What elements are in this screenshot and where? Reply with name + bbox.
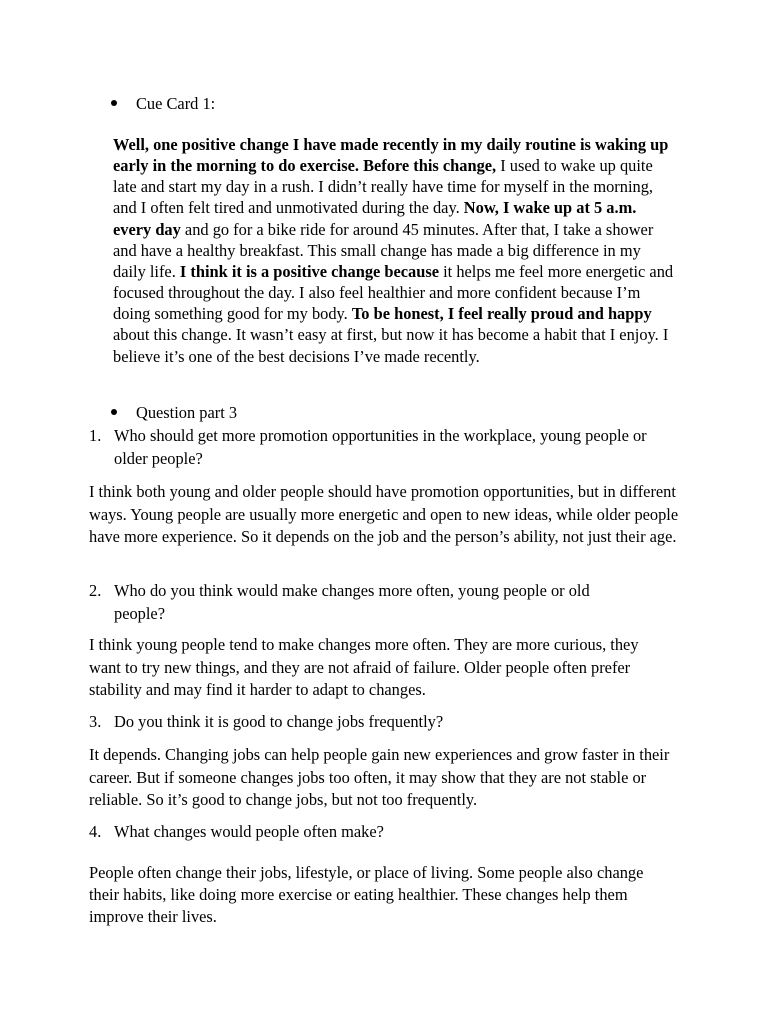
answer-segment: about this change. It wasn’t easy at first, but now it has become a habit that I enjoy. I believe it’s one of the best decisions I’ve made recently. xyxy=(113,325,669,366)
answer-segment-bold: I think it is a positive change because xyxy=(179,261,440,281)
question-text: Do you think it is good to change jobs frequently? xyxy=(114,712,444,731)
question-number: 3. xyxy=(89,712,102,731)
bullet-icon xyxy=(111,409,117,415)
answer-paragraph: I think young people tend to make changes more often. They are more curious, they want to try new things, and they are not afraid of failure. Older people often prefer stability and may find it harder to adapt to changes. xyxy=(89,635,639,699)
answer-segment: it helps me feel more energetic and focused throughout the day. I also feel healthier and more confident because I’m doing something good for my body. xyxy=(113,261,674,324)
answer-segment: I used to wake up quite late and start my day in a rush. I didn’t really have time for myself in the morning, and I often felt tired and unmotivated during the day. xyxy=(113,156,653,218)
answer-segment: and go for a bike ride for around 45 minutes. After that, I take a shower and have a healthy breakfast. This small change has made a big difference in my daily life. xyxy=(113,219,654,281)
question-text: Who should get more promotion opportunities in the workplace, young people or older people? xyxy=(114,426,647,468)
question-number: 1. xyxy=(89,426,102,445)
answer-segment-bold: Now, I wake up at 5 a.m. every day xyxy=(113,198,637,239)
question-number: 4. xyxy=(89,822,102,841)
answer-paragraph: It depends. Changing jobs can help people gain new experiences and grow faster in their career. But if someone changes jobs too often, it may show that they are not stable or reliable. So it’s good to change jobs, but not too frequently. xyxy=(89,745,670,809)
question-text: What changes would people often make? xyxy=(114,822,384,841)
answer-segment-bold: To be honest, I feel really proud and happy xyxy=(351,304,652,324)
answer-paragraph: I think both young and older people should have promotion opportunities, but in different ways. Young people are usually more energetic and open to new ideas, while older people have more experience. So it depends on the job and the person’s ability, not just their age. xyxy=(89,482,679,546)
answer-paragraph: People often change their jobs, lifestyle, or place of living. Some people also change their habits, like doing more exercise or eating healthier. These changes help them improve their lives. xyxy=(89,863,644,926)
part3-label: Question part 3 xyxy=(136,403,238,422)
question-text: Who do you think would make changes more often, young people or old people? xyxy=(114,581,590,623)
bullet-icon xyxy=(111,100,117,106)
answer-segment-bold: Well, one positive change I have made recently in my daily routine is waking up early in the morning to do exercise. Before this change, xyxy=(113,135,669,176)
cue-card-answer xyxy=(113,134,676,367)
cue-card-label: Cue Card 1: xyxy=(136,94,216,113)
question-number: 2. xyxy=(89,581,102,600)
